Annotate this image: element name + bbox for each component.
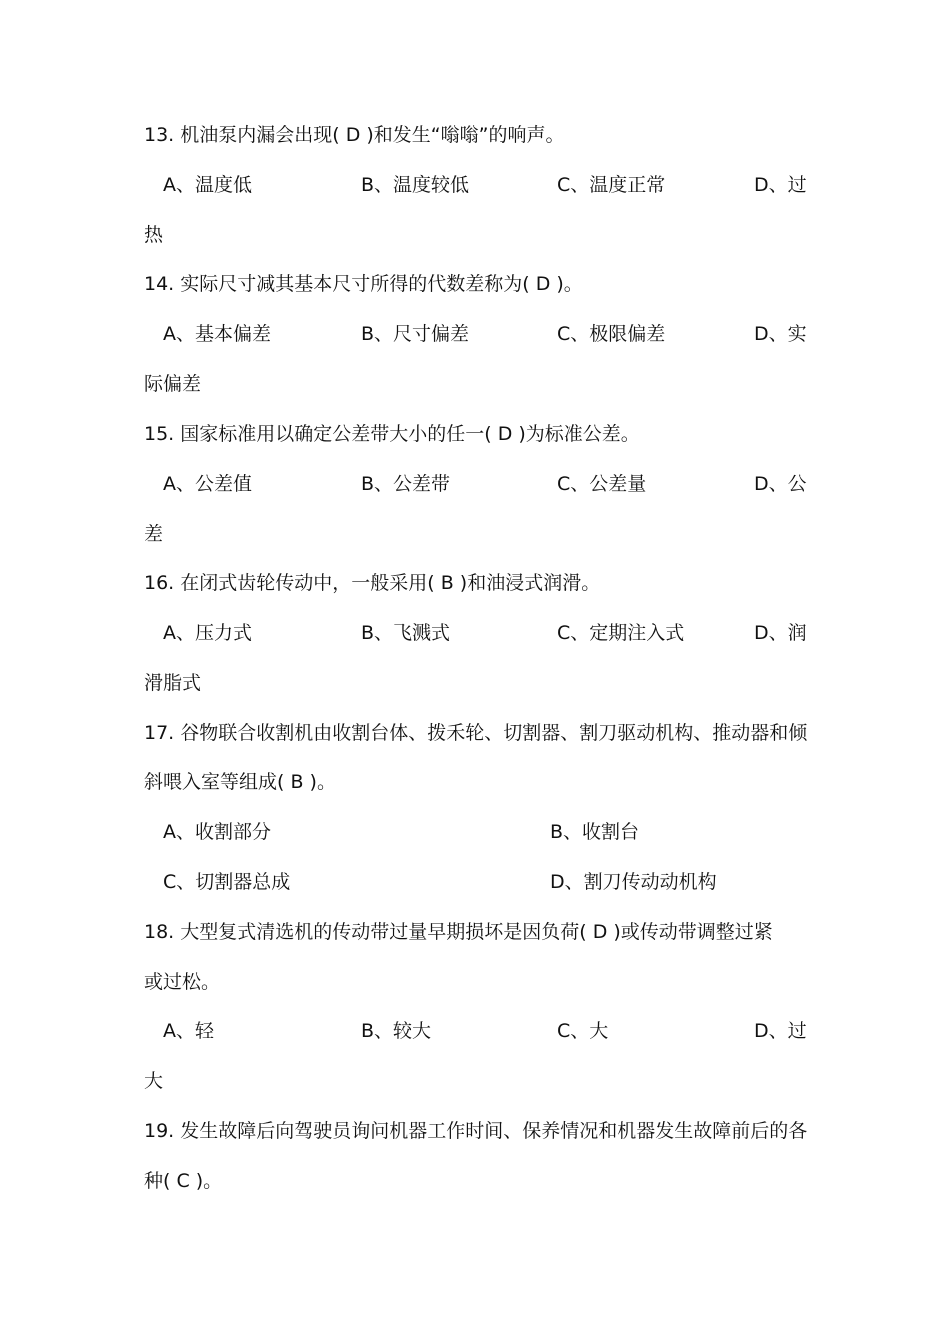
- question-18-option-d-wrap: 大: [144, 1070, 164, 1092]
- question-14-option-d: D、实: [754, 323, 807, 345]
- question-13-stem: 13. 机油泵内漏会出现( D )和发生“嗡嗡”的响声。: [144, 124, 565, 146]
- question-17-option-c: C、切割器总成: [163, 871, 291, 893]
- question-18-option-b: B、较大: [361, 1020, 432, 1042]
- question-16-option-d: D、润: [754, 622, 807, 644]
- question-18-option-d: D、过: [754, 1020, 807, 1042]
- question-15-option-d-wrap: 差: [144, 523, 164, 545]
- question-14-option-d-wrap: 际偏差: [144, 373, 202, 395]
- question-17-option-b: B、收割台: [550, 821, 640, 843]
- question-15-stem: 15. 国家标准用以确定公差带大小的任一( D )为标准公差。: [144, 423, 640, 445]
- question-17-option-a: A、收割部分: [163, 821, 271, 843]
- question-13-option-b: B、温度较低: [361, 174, 470, 196]
- question-14-option-b: B、尺寸偏差: [361, 323, 470, 345]
- question-15-option-a: A、公差值: [163, 473, 252, 495]
- question-18-option-c: C、大: [557, 1020, 609, 1042]
- question-15-option-c: C、公差量: [557, 473, 647, 495]
- question-18-option-a: A、轻: [163, 1020, 214, 1042]
- question-16-option-d-wrap: 滑脂式: [144, 672, 202, 694]
- question-17-option-d: D、割刀传动动机构: [550, 871, 717, 893]
- question-14-stem: 14. 实际尺寸减其基本尺寸所得的代数差称为( D )。: [144, 273, 583, 295]
- question-16-option-b: B、飞溅式: [361, 622, 451, 644]
- question-16-option-a: A、压力式: [163, 622, 252, 644]
- question-15-option-d: D、公: [754, 473, 807, 495]
- question-13-option-a: A、温度低: [163, 174, 252, 196]
- question-17-stem-continued: 斜喂入室等组成( B )。: [144, 771, 336, 793]
- question-13-option-d: D、过: [754, 174, 807, 196]
- question-14-option-a: A、基本偏差: [163, 323, 271, 345]
- question-16-option-c: C、定期注入式: [557, 622, 685, 644]
- question-18-stem: 18. 大型复式清选机的传动带过量早期损坏是因负荷( D )或传动带调整过紧: [144, 921, 773, 943]
- question-15-option-b: B、公差带: [361, 473, 451, 495]
- question-16-stem: 16. 在闭式齿轮传动中，一般采用( B )和油浸式润滑。: [144, 572, 601, 594]
- question-17-stem: 17. 谷物联合收割机由收割台体、拨禾轮、切割器、割刀驱动机构、推动器和倾: [144, 722, 808, 744]
- question-18-stem-continued: 或过松。: [144, 971, 221, 993]
- question-13-option-c: C、温度正常: [557, 174, 666, 196]
- question-14-option-c: C、极限偏差: [557, 323, 666, 345]
- question-13-option-d-wrap: 热: [144, 224, 164, 246]
- question-19-stem: 19. 发生故障后向驾驶员询问机器工作时间、保养情况和机器发生故障前后的各: [144, 1120, 808, 1142]
- question-19-stem-continued: 种( C )。: [144, 1170, 223, 1192]
